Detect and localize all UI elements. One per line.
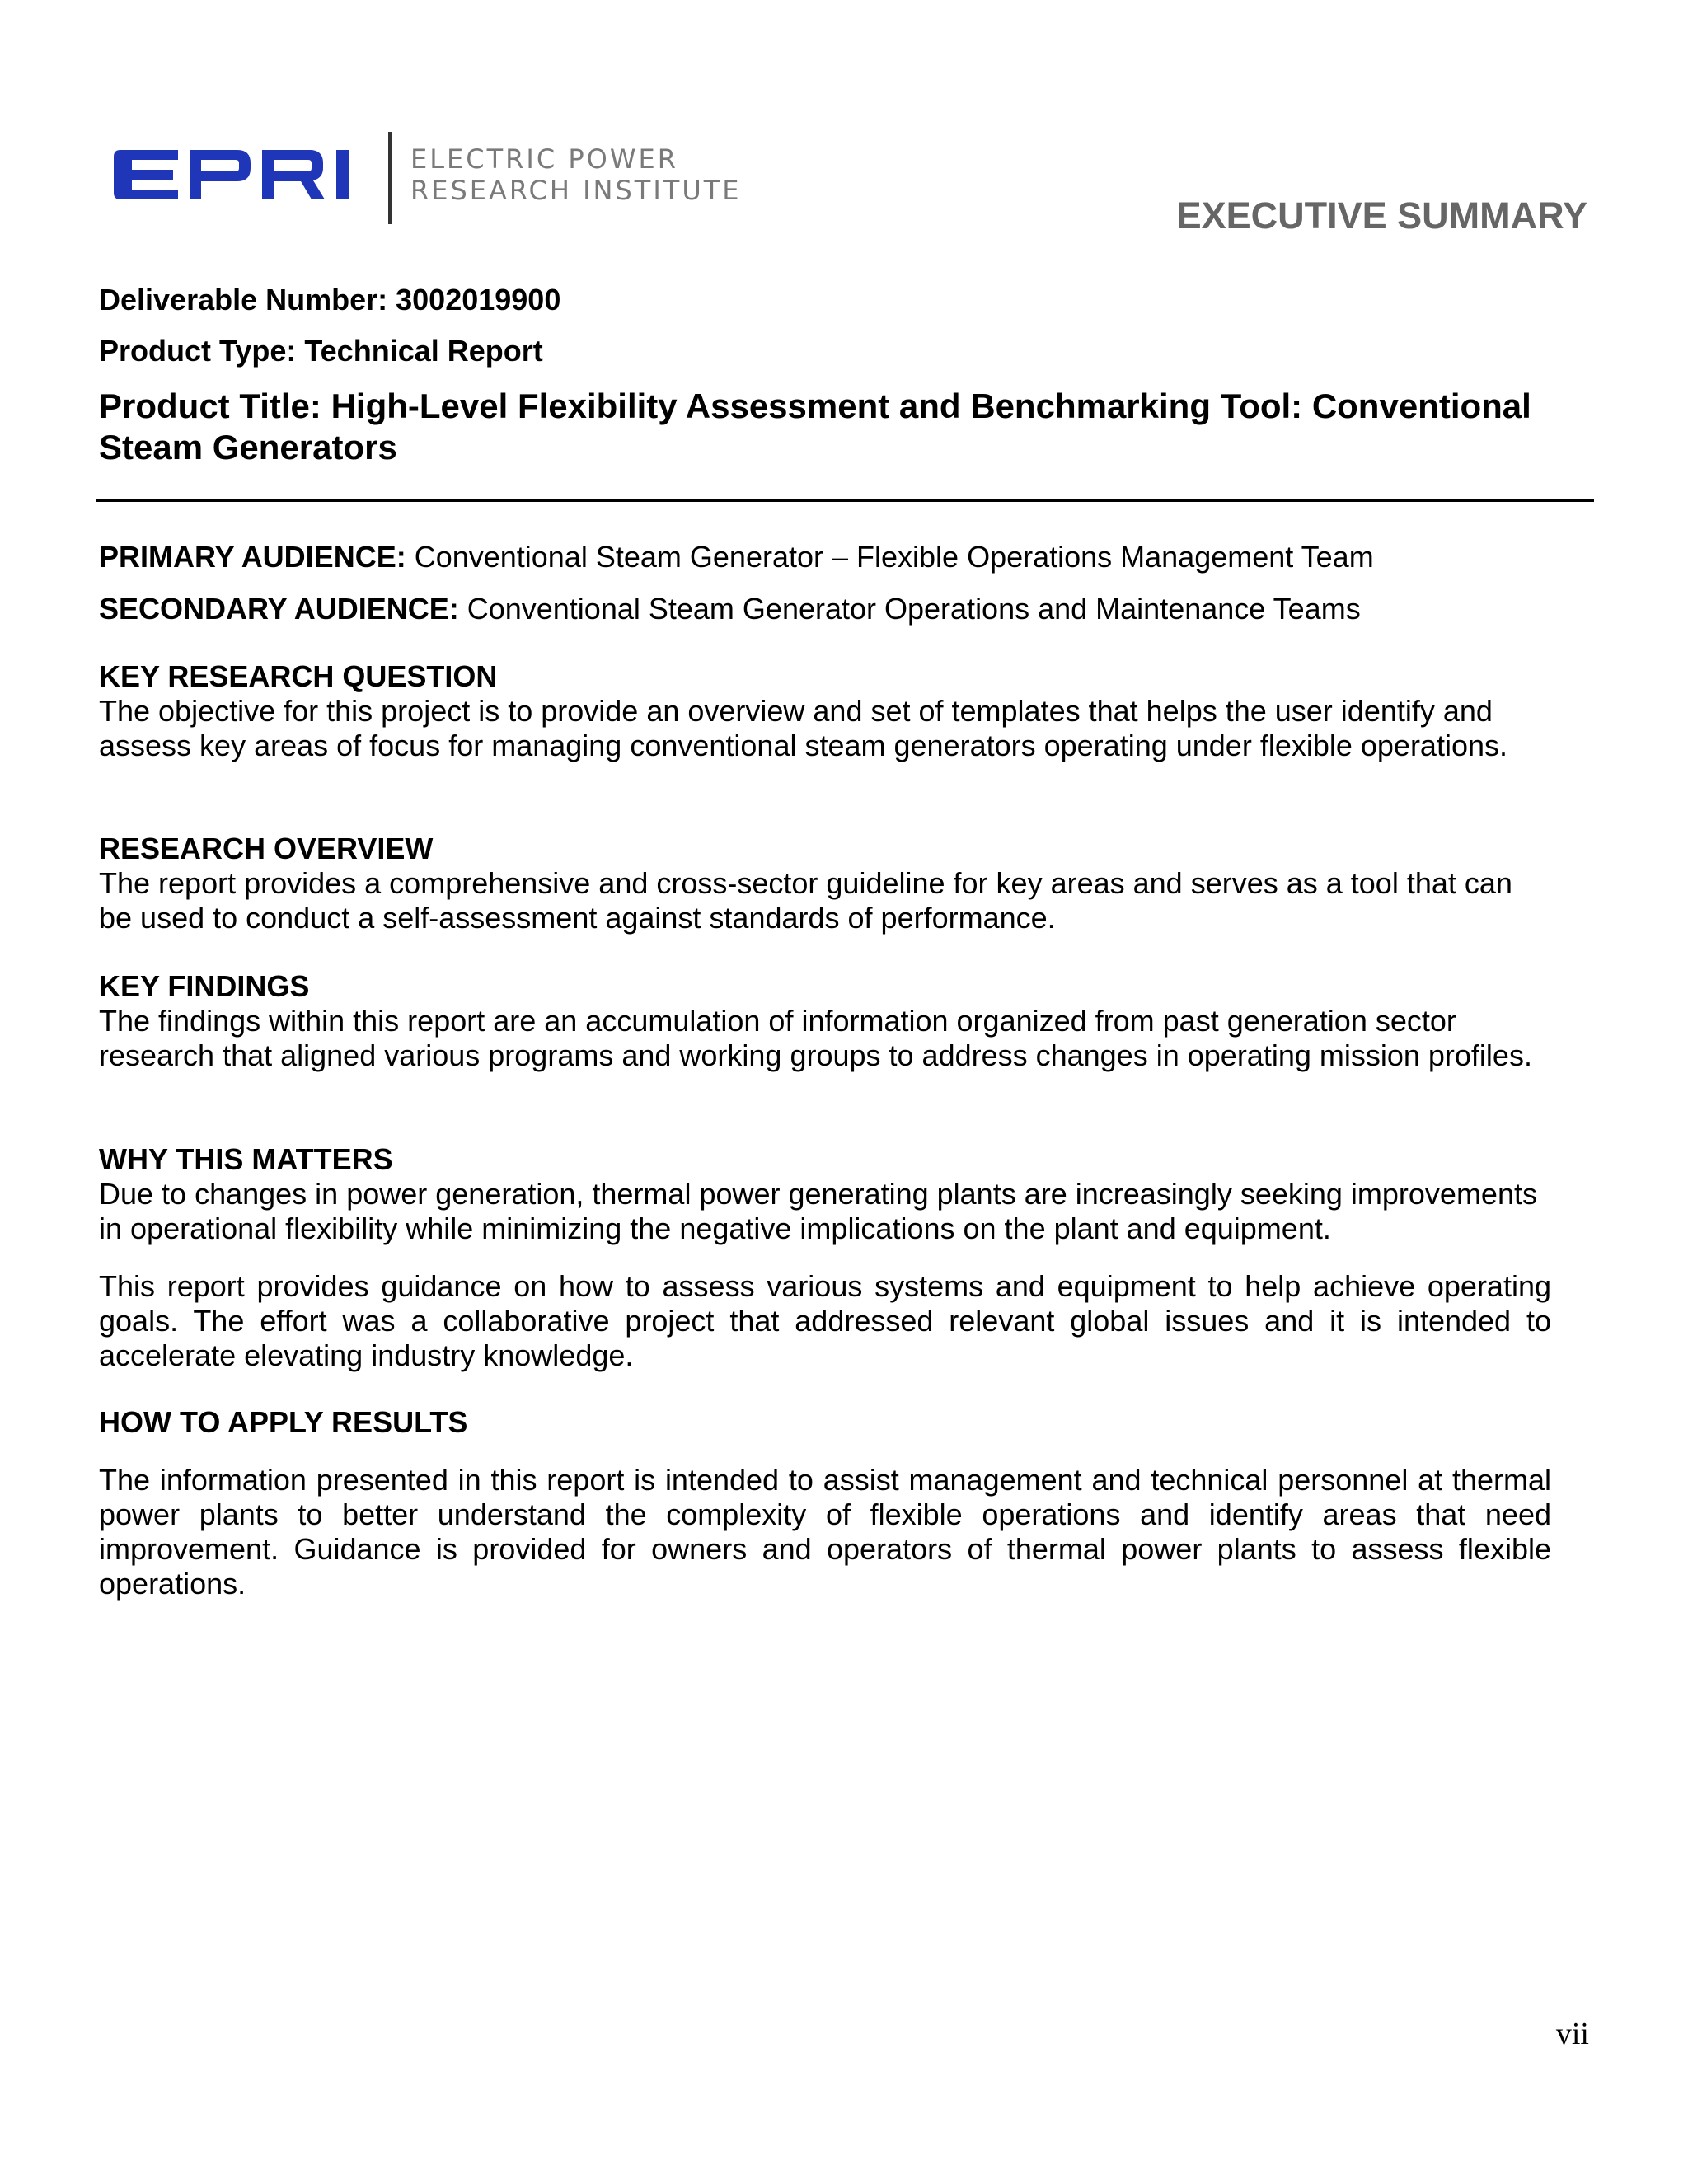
section-text: The report provides a comprehensive and cross-sector guideline for key areas and serves as a tool that can be used to conduct a self-assessment against standards of performance.: [99, 866, 1512, 935]
title-divider: [96, 499, 1594, 502]
secondary-audience-value: Conventional Steam Generator Operations and Maintenance Teams: [458, 592, 1361, 626]
logo-separator: [388, 132, 392, 224]
section-text: Due to changes in power generation, thermal power generating plants are increasingly seeking improvements in operational flexibility while minimizing the negative implications on the plant and equipment.: [99, 1177, 1537, 1245]
section-heading: RESEARCH OVERVIEW: [99, 832, 434, 865]
page-number: vii: [1555, 2017, 1589, 2051]
primary-audience-value: Conventional Steam Generator – Flexible Operations Management Team: [406, 540, 1374, 574]
product-type: Product Type: Technical Report: [99, 334, 543, 368]
section-text: This report provides guidance on how to assess various systems and equipment to help achieve operating goals. The effort was a collaborative project that addressed relevant global issues and it is intended to accelerate elevating industry knowledge.: [99, 1269, 1551, 1372]
primary-audience: [99, 540, 1374, 574]
section-key-research-question: [99, 659, 1551, 763]
secondary-audience-label: SECONDARY AUDIENCE:: [99, 592, 459, 626]
logo-line-2: RESEARCH INSTITUTE: [410, 175, 742, 206]
primary-audience-label: PRIMARY AUDIENCE:: [99, 540, 406, 574]
section-text: The information presented in this report is intended to assist management and technical personnel at thermal power plants to better understand the complexity of flexible operations and identify areas that need improvement. Guidance is provided for owners and operators of thermal power plants to assess flexible operations.: [99, 1463, 1551, 1601]
section-why-this-matters: [99, 1142, 1551, 1373]
deliverable-number: Deliverable Number: 3002019900: [99, 283, 561, 316]
section-research-overview: [99, 832, 1551, 935]
logo-line-1: ELECTRIC POWER: [410, 143, 678, 175]
section-label: EXECUTIVE SUMMARY: [1176, 194, 1587, 237]
section-heading: HOW TO APPLY RESULTS: [99, 1405, 468, 1439]
section-heading: KEY RESEARCH QUESTION: [99, 659, 498, 693]
section-how-to-apply-results: [99, 1405, 1551, 1601]
logo-wordmark: [410, 143, 742, 206]
section-heading: WHY THIS MATTERS: [99, 1142, 393, 1176]
section-text: The findings within this report are an accumulation of information organized from past generation sector research that aligned various programs and working groups to address changes in operating mission profiles.: [99, 1004, 1532, 1072]
product-title: Product Title: High-Level Flexibility Assessment and Benchmarking Tool: Conventional Steam Generators: [99, 387, 1531, 466]
section-key-findings: [99, 969, 1551, 1073]
epri-logo: [114, 125, 742, 228]
section-heading: KEY FINDINGS: [99, 969, 310, 1003]
secondary-audience: [99, 592, 1361, 626]
section-text: The objective for this project is to provide an overview and set of templates that helps the user identify and assess key areas of focus for managing conventional steam generators operating under flexible operations.: [99, 694, 1507, 762]
epri-logo-mark: [114, 150, 369, 199]
